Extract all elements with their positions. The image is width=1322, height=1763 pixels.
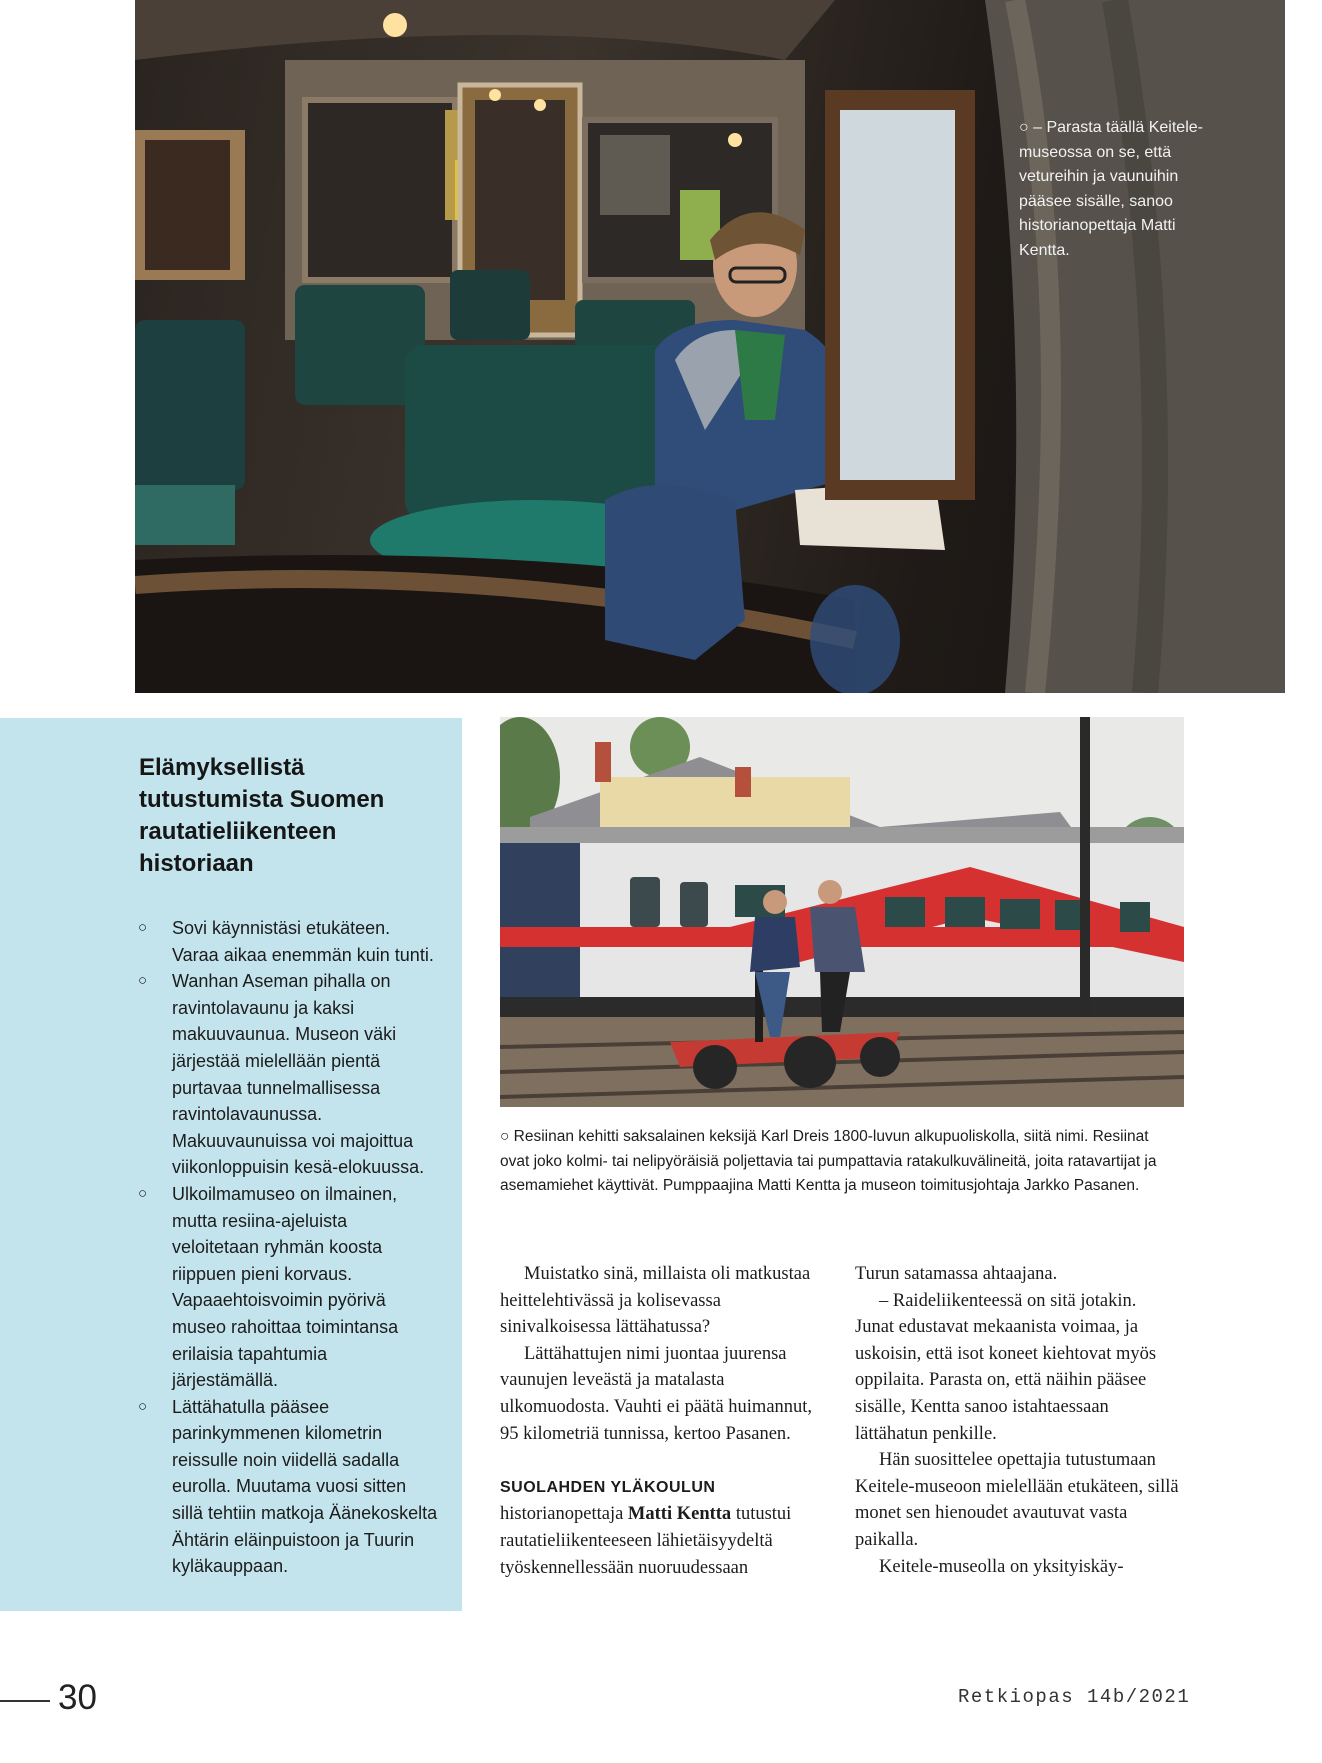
article-paragraph: Lättähattujen nimi juontaa juurensa vaunujen leveästä ja matalasta ulkomuodosta. Vauhti ei päätä huimannut, 95 kilometriä tunnissa, kertoo Pasanen. [500, 1343, 813, 1444]
bullet-icon: ○ [138, 1397, 148, 1415]
train-interior-illustration [135, 0, 1285, 693]
list-item-text: Ulkoilmamuseo on ilmainen, mutta resiina-ajeluista veloitetaan ryhmän koosta riippuen pieni korvaus. Vapaaehtoisvoimin pyörivä museo rahoittaa toimintansa erilaisia tapahtumia järjestämällä. [172, 1183, 399, 1391]
article-paragraph: Hän suosittelee opettajia tutustumaan Keitele-museoon mielellään etukäteen, sillä monet sen hienoudet avautuvat vasta paikalla. [855, 1450, 1179, 1550]
article-paragraph [500, 1474, 825, 1581]
sidebar-list [138, 915, 438, 1580]
article-paragraph: Keitele-museolla on yksityiskäy- [879, 1556, 1124, 1577]
list-item [138, 1394, 438, 1580]
article-paragraph: – Raideliikenteessä on sitä jotakin. Junat edustavat mekaanista voimaa, ja uskoisin, että isot koneet kiehtovat myös oppilaita. Parasta on, että näihin pääsee sisälle, Kentta sanoo istahtaessaan lättähatun penkille. [855, 1290, 1157, 1444]
bullet-icon: ○ [138, 1184, 148, 1202]
list-item-text: Lättähatulla pääsee parinkymmenen kilometrin reissulle noin viidellä sadalla eurolla. Muutama vuosi sitten sillä tehtiin matkoja Äänekoskelta Ähtärin eläinpuistoon ja Tuurin kyläkauppaan. [172, 1396, 438, 1577]
bullet-icon: ○ [138, 919, 148, 936]
article-paragraph: Turun satamassa ahtaajana. [855, 1264, 1058, 1284]
photo-mid-caption: ○ Resiinan kehitti saksalainen keksijä Karl Dreis 1800-luvun alkupuoliskolla, siitä nimi. Resiinat ovat joko kolmi- tai nelipyöräisiä poljettavia tai pumpattavia ratakulkuvälineitä, joita ratavartijat ja asemamiehet käyttivät. Pumppaajina Matti Kentta ja museon toimitusjohtaja Jarkko Pasanen. [500, 1128, 1157, 1194]
article-column-1 [500, 1261, 825, 1581]
photo-top-caption: ○ – Parasta täällä Keitele-museossa on se, että vetureihin ja vaunuihin pääsee sisälle, sanoo historianopettaja Matti Kentta. [1019, 119, 1203, 259]
footer-rule [0, 1700, 50, 1702]
sidebar-title: Elämyksellistä tutustumista Suomen rautatieliikenteen historiaan [139, 754, 385, 877]
list-item [138, 915, 438, 968]
page-number: 30 [58, 1678, 97, 1717]
list-item-text: Sovi käynnistäsi etukäteen. Varaa aikaa enemmän kuin tunti. [172, 918, 434, 965]
list-item [138, 1181, 438, 1394]
handcar-illustration [500, 717, 1184, 1107]
publication-name: Retkiopas 14b/2021 [958, 1686, 1191, 1708]
article-paragraph: Muistatko sinä, millaista oli matkustaa heittelehtivässä ja kolisevassa sinivalkoisessa lättähatussa? [500, 1264, 811, 1338]
person-name: Matti Kentta [627, 1504, 732, 1525]
article-text: tutustui rautatieliikenteeseen lähietäisyydeltä työskennellessään nuoruudessaan [500, 1504, 792, 1578]
list-item [138, 968, 438, 1181]
photo-train-interior [135, 0, 1285, 693]
list-item-text: Wanhan Aseman pihalla on ravintolavaunu ja kaksi makuuvaunua. Museon väki järjestää mielellään pientä purtavaa tunnelmallisessa ravintolavaunussa. Makuuvaunuissa voi majoittua viikonloppuisin kesä-elokuussa. [172, 971, 425, 1178]
bullet-icon: ○ [138, 972, 148, 990]
article-column-2 [855, 1261, 1180, 1580]
article-text: historianopettaja [500, 1504, 628, 1525]
photo-handcar-train [500, 717, 1184, 1107]
lead-in-caps: SUOLAHDEN YLÄKOULUN [500, 1478, 716, 1496]
